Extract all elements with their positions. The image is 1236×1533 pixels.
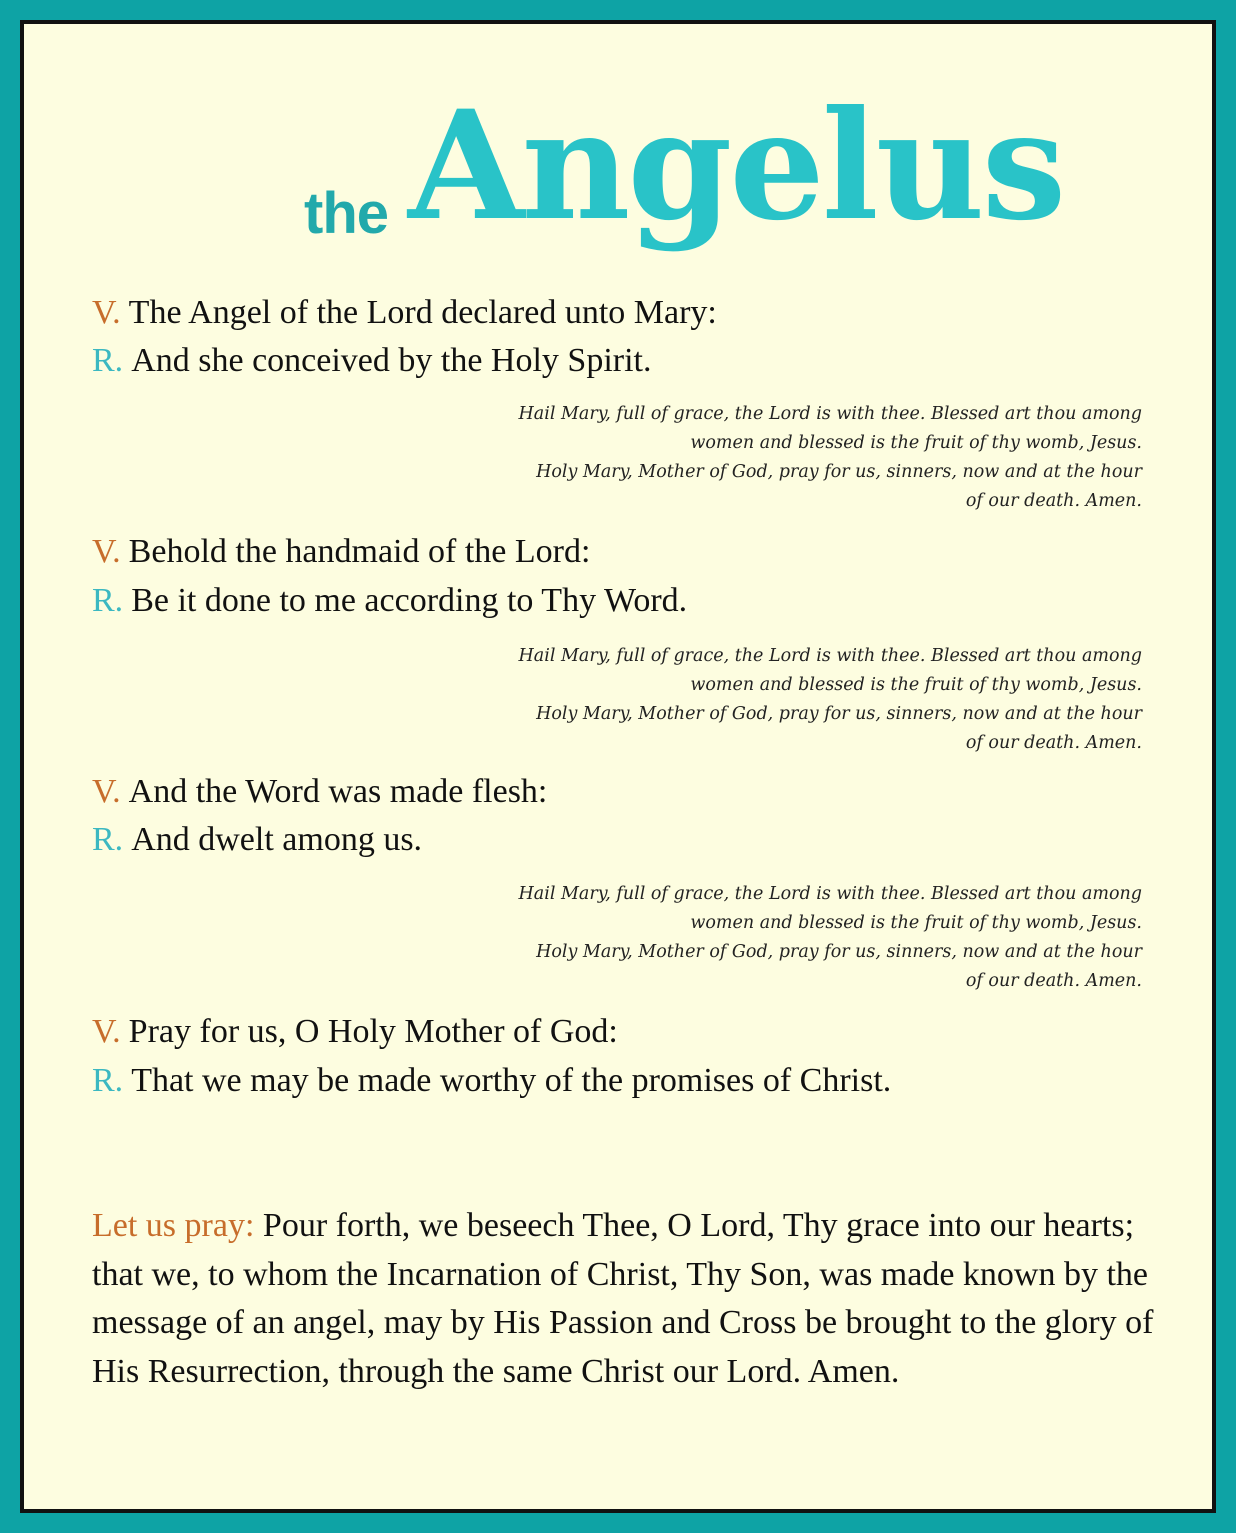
- versicle-line: [92, 535, 590, 569]
- hail-mary-line: women and blessed is the fruit of thy womb, Jesus.: [690, 433, 1142, 453]
- page-frame: [20, 20, 1216, 1513]
- versicle-text: And the Word was made flesh:: [128, 773, 548, 810]
- response-mark: R.: [92, 821, 124, 858]
- response-line: [92, 344, 651, 378]
- hail-mary-block: [382, 400, 1142, 516]
- hail-mary-line: Hail Mary, full of grace, the Lord is with thee. Blessed art thou among: [518, 404, 1142, 424]
- versicle-line: [92, 1015, 618, 1049]
- response-text: That we may be made worthy of the promises of Christ.: [131, 1062, 892, 1099]
- closing-prayer: [92, 1202, 1162, 1396]
- response-text: Be it done to me according to Thy Word.: [131, 582, 688, 619]
- versicle-line: [92, 775, 547, 809]
- hail-mary-block: [382, 880, 1142, 996]
- hail-mary-line: Holy Mary, Mother of God, pray for us, sinners, now and at the hour: [536, 462, 1142, 482]
- title-main: Angelus: [408, 78, 1064, 254]
- hail-mary-line: of our death. Amen.: [965, 733, 1142, 753]
- hail-mary-line: of our death. Amen.: [965, 491, 1142, 511]
- versicle-mark: V.: [92, 1013, 121, 1050]
- hail-mary-line: Holy Mary, Mother of God, pray for us, sinners, now and at the hour: [536, 704, 1142, 724]
- versicle-line: [92, 296, 717, 330]
- hail-mary-line: women and blessed is the fruit of thy womb, Jesus.: [690, 675, 1142, 695]
- response-mark: R.: [92, 582, 124, 619]
- hail-mary-line: of our death. Amen.: [965, 971, 1142, 991]
- hail-mary-line: Hail Mary, full of grace, the Lord is with thee. Blessed art thou among: [518, 646, 1142, 666]
- versicle-mark: V.: [92, 533, 121, 570]
- title-prefix: the: [304, 181, 388, 246]
- versicle-mark: V.: [92, 773, 121, 810]
- versicle-text: The Angel of the Lord declared unto Mary:: [128, 294, 717, 331]
- closing-prayer-label: Let us pray:: [92, 1207, 255, 1244]
- hail-mary-block: [382, 642, 1142, 758]
- hail-mary-line: Hail Mary, full of grace, the Lord is with thee. Blessed art thou among: [518, 884, 1142, 904]
- versicle-text: Pray for us, O Holy Mother of God:: [128, 1013, 618, 1050]
- versicle-text: Behold the handmaid of the Lord:: [128, 533, 591, 570]
- response-line: [92, 584, 687, 618]
- response-mark: R.: [92, 342, 124, 379]
- response-text: And dwelt among us.: [131, 821, 423, 858]
- response-line: [92, 823, 422, 857]
- hail-mary-line: Holy Mary, Mother of God, pray for us, sinners, now and at the hour: [536, 942, 1142, 962]
- prayer-card: [24, 24, 1212, 1509]
- response-text: And she conceived by the Holy Spirit.: [131, 342, 652, 379]
- response-line: [92, 1064, 891, 1098]
- hail-mary-line: women and blessed is the fruit of thy womb, Jesus.: [690, 913, 1142, 933]
- closing-prayer-text: Pour forth, we beseech Thee, O Lord, Thy grace into our hearts; that we, to whom the Incarnation of Christ, Thy Son, was made known by the message of an angel, may by His Passion and Cross be brought to the glory of His Resurrection, through the same Christ our Lord. Amen.: [92, 1207, 1154, 1390]
- response-mark: R.: [92, 1062, 124, 1099]
- versicle-mark: V.: [92, 294, 121, 331]
